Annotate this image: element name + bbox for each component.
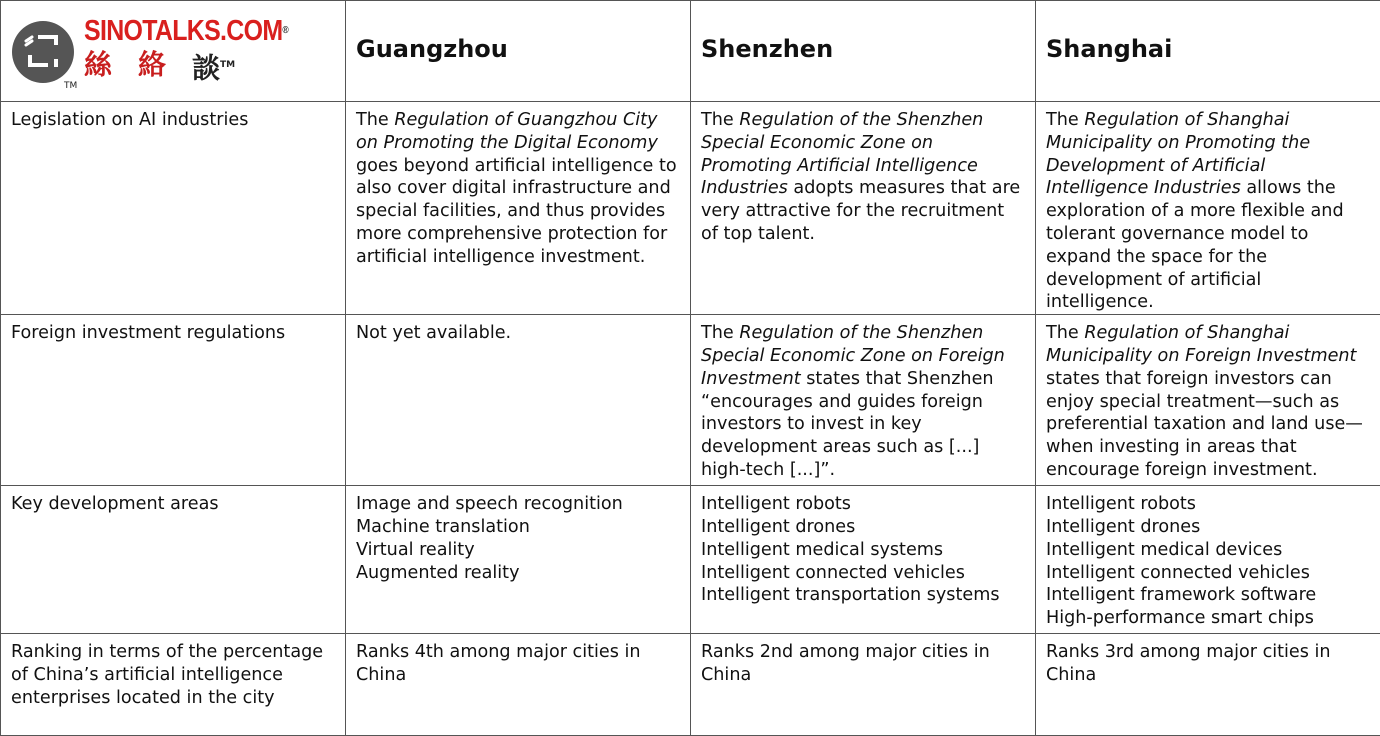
logo-wordmark — [84, 16, 321, 85]
list-item: Intelligent connected vehicles — [1046, 562, 1370, 585]
list-item: Image and speech recognition — [356, 493, 680, 516]
list-item: Intelligent drones — [1046, 516, 1370, 539]
table-row — [1, 486, 1380, 634]
table-cell — [346, 486, 691, 634]
chinese-glyph-3: 談™ — [192, 48, 235, 85]
table-cell: Ranks 3rd among major cities in China — [1036, 634, 1380, 736]
chinese-glyph-1: 絲 — [84, 48, 112, 85]
header-city-shanghai: Shanghai — [1036, 1, 1380, 102]
table-cell: The Regulation of Shanghai Municipality on Foreign Investment states that foreign investors can enjoy special treatment—such as preferential taxation and land use—when investing in areas that encourage foreign investment. — [1036, 315, 1380, 486]
table-row — [1, 634, 1380, 736]
list-item: Virtual reality — [356, 539, 680, 562]
header-city-guangzhou: Guangzhou — [346, 1, 691, 102]
chinese-glyph-2: 絡 — [138, 48, 166, 85]
list-item: Intelligent robots — [701, 493, 1025, 516]
sinotalks-logo — [11, 1, 335, 101]
list-item: Intelligent transportation systems — [701, 584, 1025, 607]
logo-circle-trademark: TM — [64, 75, 77, 98]
list-item: High-performance smart chips — [1046, 607, 1370, 630]
table-cell: The Regulation of Guangzhou City on Promoting the Digital Economy goes beyond artificial intelligence to also cover digital infrastructure and special facilities, and thus provides more comprehensive protection for artificial intelligence investment. — [346, 102, 691, 315]
table-cell: The Regulation of the Shenzhen Special Economic Zone on Promoting Artificial Intelligence Industries adopts measures that are very attractive for the recruitment of top talent. — [691, 102, 1036, 315]
list-item: Intelligent drones — [701, 516, 1025, 539]
header-city-shenzhen: Shenzhen — [691, 1, 1036, 102]
table-cell: Ranks 2nd among major cities in China — [691, 634, 1036, 736]
list-item: Intelligent connected vehicles — [701, 562, 1025, 585]
logo-circle-icon — [12, 21, 74, 83]
row-label: Foreign investment regulations — [1, 315, 346, 486]
list-item: Augmented reality — [356, 562, 680, 585]
chinese-brand-name — [84, 48, 321, 85]
row-label: Legislation on AI industries — [1, 102, 346, 315]
table-cell: The Regulation of Shanghai Municipality on Promoting the Development of Artificial Intelligence Industries allows the exploration of a more flexible and tolerant governance model to expand the space for the development of artificial intelligence. — [1036, 102, 1380, 315]
table-row — [1, 102, 1380, 315]
header-row — [1, 1, 1380, 102]
table-cell: The Regulation of the Shenzhen Special Economic Zone on Foreign Investment states that Shenzhen “encourages and guides foreign investors to invest in key development areas such as [...] high-tech [...]”. — [691, 315, 1036, 486]
row-label: Ranking in terms of the percentage of China’s artificial intelligence enterprises located in the city — [1, 634, 346, 736]
table-cell — [1036, 486, 1380, 634]
table-cell: Ranks 4th among major cities in China — [346, 634, 691, 736]
table-cell — [691, 486, 1036, 634]
list-item: Intelligent framework software — [1046, 584, 1370, 607]
brand-name: SINOTALKS.COM® — [84, 16, 288, 46]
list-item: Machine translation — [356, 516, 680, 539]
table-cell: Not yet available. — [346, 315, 691, 486]
row-label: Key development areas — [1, 486, 346, 634]
list-item: Intelligent robots — [1046, 493, 1370, 516]
list-item: Intelligent medical systems — [701, 539, 1025, 562]
logo-cell — [1, 1, 346, 102]
table-row — [1, 315, 1380, 486]
list-item: Intelligent medical devices — [1046, 539, 1370, 562]
